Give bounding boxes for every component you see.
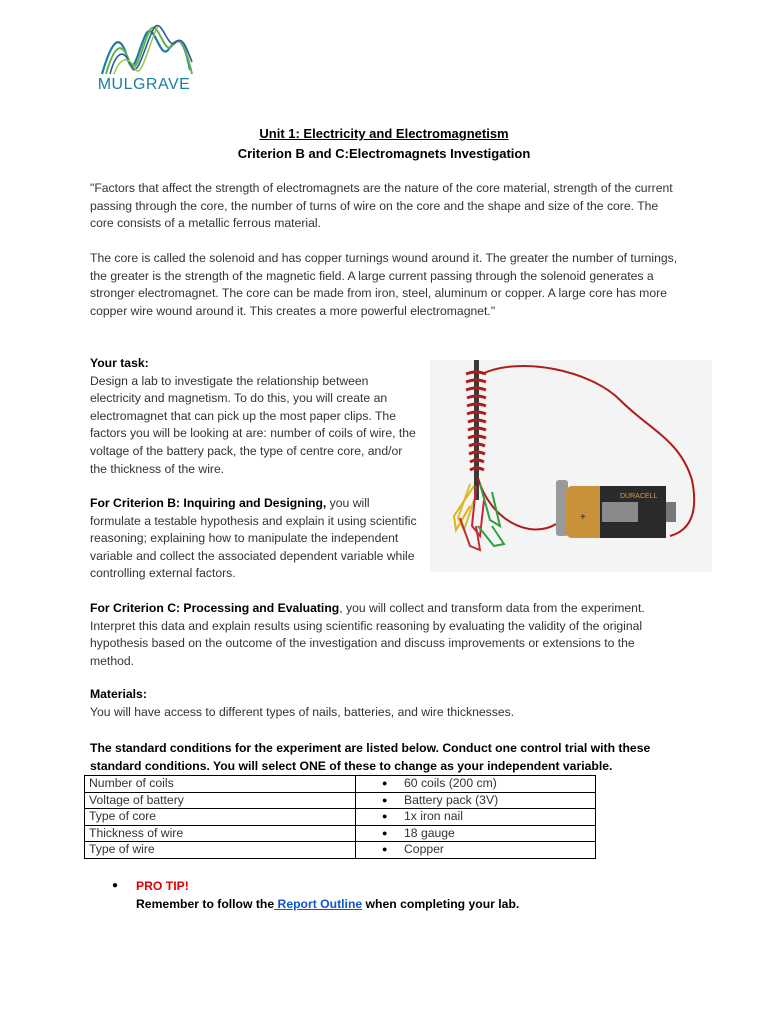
logo-mark-icon [98,20,194,78]
table-cell: ● Battery pack (3V) [356,792,596,809]
logo-text: MULGRAVE [97,76,191,93]
conditions-table [84,775,596,859]
table-cell: Voltage of battery [85,792,356,809]
criterion-b-body: you will formulate a testable hypothesis and explain it using scientific reasoning; explaining how to manipulate the independent variable and collect the associated dependent variable while controlling external factors. [90,496,417,581]
table-cell: Thickness of wire [85,825,356,842]
battery-brand: DURACELL [620,493,658,500]
criterion-c-section [90,600,680,670]
table-cell: Number of coils [85,776,356,793]
table-cell: ● Copper [356,842,596,859]
standard-conditions-text: The standard conditions for the experiment are listed below. Conduct one control trial with these standard conditions. You will select ONE of these to change as your independent variable. [90,741,651,773]
criterion-c-label: For Criterion C: Processing and Evaluating [90,601,340,615]
pro-tip-text: Remember to follow the Report Outline when completing your lab. [136,897,520,911]
intro-paragraph-1: "Factors that affect the strength of electromagnets are the nature of the core material, strength of the current passing through the core, the number of turns of wire on the core and the shape and size of the core. The core consists of a metallic ferrous material. [90,181,673,231]
materials-body: You will have access to different types of nails, batteries, and wire thicknesses. [90,704,515,719]
table-row [85,825,596,842]
task-heading: Your task: [90,356,149,370]
bullet-icon: ● [382,827,388,838]
table-row [85,842,596,859]
report-outline-link[interactable]: Report Outline [274,897,363,911]
bullet-icon: ● [382,794,388,805]
table-cell: Type of core [85,809,356,826]
materials-section [90,686,680,721]
materials-heading: Materials: [90,687,147,701]
page-subtitle: Criterion B and C:Electromagnets Investigation [237,146,531,161]
bullet-icon: ● [382,844,388,855]
table-cell: ● 60 coils (200 cm) [356,776,596,793]
electromagnet-photo [430,360,712,572]
task-section [90,355,422,478]
table-cell: ● 18 gauge [356,825,596,842]
table-cell: Type of wire [85,842,356,859]
table-cell: ● 1x iron nail [356,809,596,826]
battery-plus: + [580,512,586,523]
table-row [85,809,596,826]
bullet-icon: ● [382,811,388,822]
bullet-icon: ● [112,880,119,891]
intro-paragraph-2: The core is called the solenoid and has copper turnings wound around it. The greater the number of turnings, the greater is the strength of the magnetic field. A large current passing through the solenoid generates a stronger electromagnet. The core can be made from iron, steel, aluminum or copper. A large core has more copper wire wound around it. This creates a more powerful electromagnet." [90,251,678,318]
criterion-c-body: , you will collect and transform data from the experiment. Interpret this data and explain results using scientific reasoning by evaluating the validity of the original hypothesis based on the outcome of the investigation and discuss improvements or extensions to the method. [90,601,645,668]
pro-tip-label: PRO TIP! [136,879,189,893]
bullet-icon: ● [382,778,388,789]
mulgrave-logo [96,20,196,98]
task-body: Design a lab to investigate the relationship between electricity and magnetism. To do this, you will create an electromagnet that can pick up the most paper clips. The factors you will be looking at are: number of coils of wire, the voltage of the battery pack, the type of centre core, and/or the thickness of the wire. [90,373,416,476]
criterion-b-label: For Criterion B: Inquiring and Designing, [90,496,327,510]
criterion-b-section [90,495,422,583]
table-row [85,776,596,793]
table-row [85,792,596,809]
page-title: Unit 1: Electricity and Electromagnetism [259,126,509,141]
